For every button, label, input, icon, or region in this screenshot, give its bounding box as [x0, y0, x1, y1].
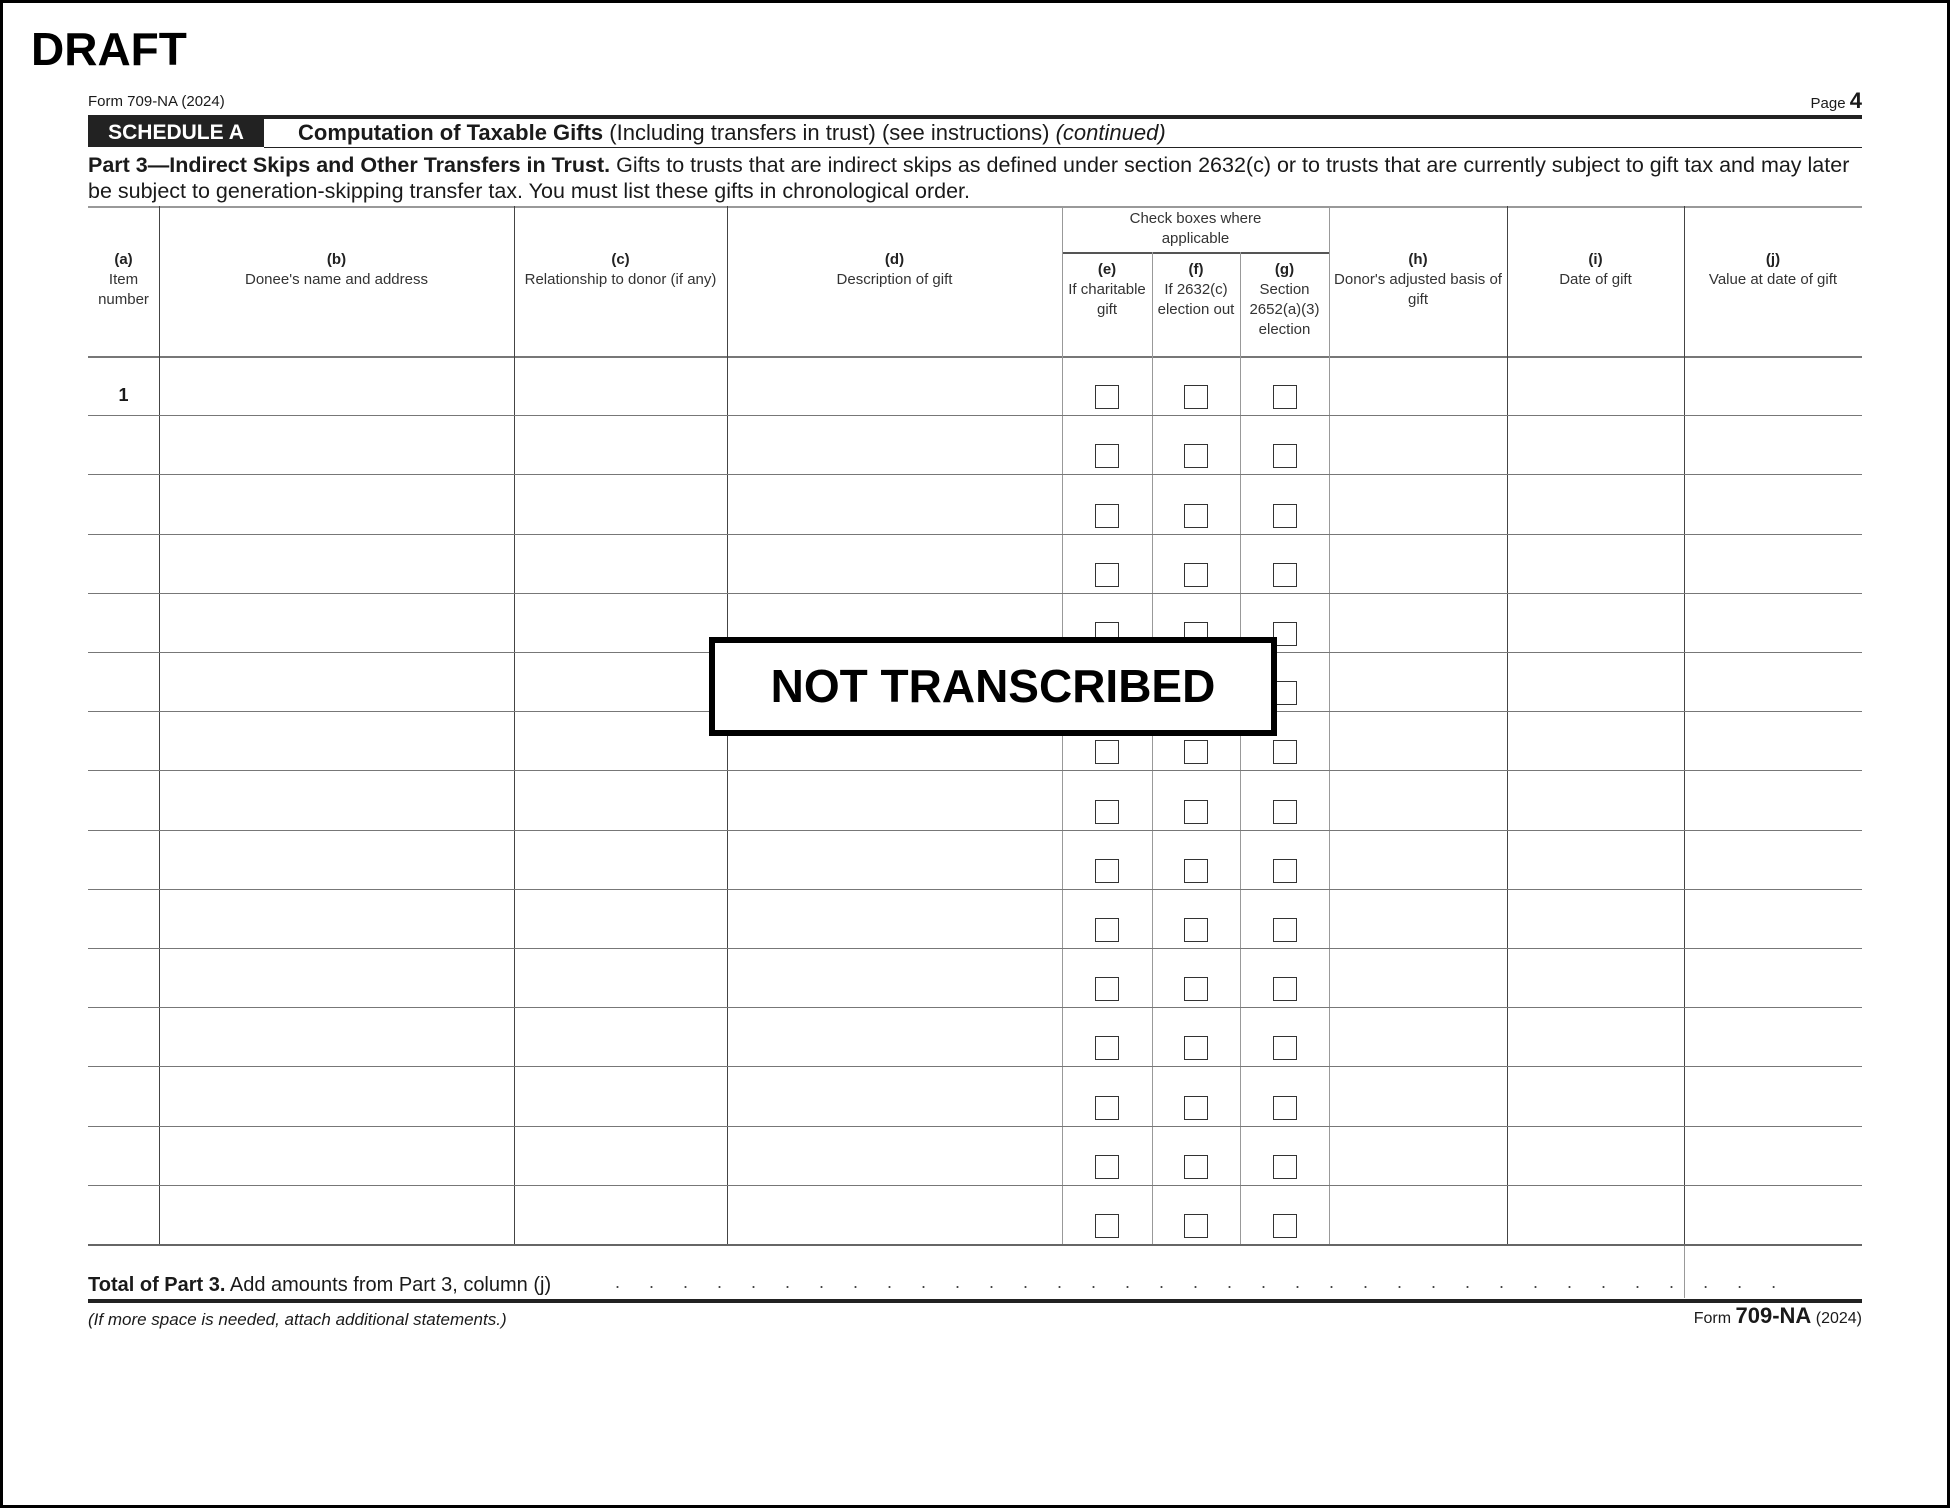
cell-c[interactable]: [516, 1009, 725, 1064]
cell-b[interactable]: [161, 713, 512, 768]
checkbox-g[interactable]: [1273, 977, 1297, 1001]
column-label: If 2632(c) election out: [1157, 281, 1235, 318]
column-letter: (e): [1097, 261, 1117, 278]
schedule-badge: SCHEDULE A: [88, 119, 264, 147]
column-letter: (h): [1408, 251, 1428, 268]
draft-watermark: DRAFT: [31, 23, 187, 75]
column-header-f: [1152, 260, 1240, 320]
cell-h[interactable]: [1331, 891, 1505, 946]
cell-h[interactable]: [1331, 950, 1505, 1005]
cell-d[interactable]: [729, 772, 1060, 827]
column-label: Value at date of gift: [1708, 271, 1838, 288]
cell-h[interactable]: [1331, 713, 1505, 768]
cell-h[interactable]: [1331, 595, 1505, 650]
checkbox-f[interactable]: [1184, 859, 1208, 883]
column-letter: (c): [611, 251, 630, 268]
column-divider: [1684, 206, 1685, 1244]
checkbox-e[interactable]: [1095, 504, 1119, 528]
checkbox-g[interactable]: [1273, 859, 1297, 883]
column-letter: (j): [1765, 251, 1781, 268]
cell-c[interactable]: [516, 832, 725, 887]
checkbox-e[interactable]: [1095, 385, 1119, 409]
column-letter: (b): [326, 251, 347, 268]
footer-year: (2024): [1815, 1310, 1862, 1327]
cell-i[interactable]: [1509, 832, 1682, 887]
column-header-j: [1684, 250, 1862, 290]
cell-i[interactable]: [1509, 476, 1682, 531]
column-label: Donor's adjusted basis of gift: [1334, 271, 1502, 308]
part3-title: Part 3—Indirect Skips and Other Transfers in Trust.: [88, 153, 611, 177]
cell-i[interactable]: [1509, 950, 1682, 1005]
row-divider: [88, 830, 1862, 831]
cell-j[interactable]: [1686, 950, 1860, 1005]
cell-j[interactable]: [1686, 1128, 1860, 1183]
page-label: Page: [1810, 95, 1846, 112]
checkbox-g[interactable]: [1273, 444, 1297, 468]
column-header-d: [727, 250, 1062, 290]
row-divider: [88, 474, 1862, 475]
cell-b[interactable]: [161, 772, 512, 827]
row-divider: [88, 1244, 1862, 1246]
cell-b[interactable]: [161, 595, 512, 650]
checkbox-e[interactable]: [1095, 977, 1119, 1001]
column-header-e: [1062, 260, 1152, 320]
checkbox-e[interactable]: [1095, 563, 1119, 587]
cell-j[interactable]: [1686, 1068, 1860, 1123]
top-rule: [88, 115, 1862, 119]
checkbox-e[interactable]: [1095, 444, 1119, 468]
checkbox-f[interactable]: [1184, 800, 1208, 824]
cell-d[interactable]: [729, 536, 1060, 591]
cell-d[interactable]: [729, 358, 1060, 413]
row-divider: [88, 1066, 1862, 1067]
cell-b[interactable]: [161, 832, 512, 887]
schedule-title: [298, 120, 1166, 146]
cell-d[interactable]: [729, 891, 1060, 946]
checkbox-f[interactable]: [1184, 504, 1208, 528]
cell-h[interactable]: [1331, 1009, 1505, 1064]
cell-i[interactable]: [1509, 1068, 1682, 1123]
cell-h[interactable]: [1331, 358, 1505, 413]
cell-i[interactable]: [1509, 1128, 1682, 1183]
cell-i[interactable]: [1509, 536, 1682, 591]
cell-i[interactable]: [1509, 1187, 1682, 1242]
schedule-rule: [264, 147, 1862, 148]
cell-j[interactable]: [1686, 1187, 1860, 1242]
column-label: If charitable gift: [1068, 281, 1146, 318]
cell-c[interactable]: [516, 536, 725, 591]
checkbox-f[interactable]: [1184, 1214, 1208, 1238]
checkbox-f[interactable]: [1184, 1155, 1208, 1179]
cell-i[interactable]: [1509, 891, 1682, 946]
column-letter: (f): [1188, 261, 1204, 278]
column-label: Date of gift: [1559, 271, 1632, 288]
column-letter: (g): [1274, 261, 1295, 278]
cell-b[interactable]: [161, 891, 512, 946]
cell-h[interactable]: [1331, 476, 1505, 531]
column-header-h: [1329, 250, 1507, 310]
checkbox-f[interactable]: [1184, 740, 1208, 764]
row-divider: [88, 889, 1862, 890]
column-label: Item number: [98, 271, 149, 308]
cell-b[interactable]: [161, 417, 512, 472]
cell-c[interactable]: [516, 417, 725, 472]
cell-d[interactable]: [729, 417, 1060, 472]
footer-form-number: 709-NA: [1735, 1303, 1812, 1328]
footer-note: (If more space is needed, attach additional statements.): [88, 1310, 507, 1329]
column-divider: [1152, 252, 1153, 1244]
row-divider: [88, 593, 1862, 594]
cell-h[interactable]: [1331, 832, 1505, 887]
row-divider: [88, 770, 1862, 771]
cell-b[interactable]: [161, 1187, 512, 1242]
cell-j[interactable]: [1686, 417, 1860, 472]
cell-d[interactable]: [729, 1128, 1060, 1183]
cell-c[interactable]: [516, 595, 725, 650]
cell-j[interactable]: [1686, 595, 1860, 650]
checkbox-g[interactable]: [1273, 563, 1297, 587]
checkbox-g[interactable]: [1273, 385, 1297, 409]
cell-i[interactable]: [1509, 654, 1682, 709]
cell-i[interactable]: [1509, 595, 1682, 650]
cell-j[interactable]: [1686, 772, 1860, 827]
checkbox-e[interactable]: [1095, 740, 1119, 764]
cell-c[interactable]: [516, 1128, 725, 1183]
cell-h[interactable]: [1331, 1068, 1505, 1123]
cell-c[interactable]: [516, 772, 725, 827]
cell-i[interactable]: [1509, 713, 1682, 768]
column-header-g: [1240, 260, 1329, 340]
check-group-header: Check boxes where applicable: [1129, 210, 1262, 247]
column-divider: [514, 206, 515, 1244]
total-value-field[interactable]: [1685, 1245, 1862, 1299]
checkbox-f[interactable]: [1184, 444, 1208, 468]
cell-d[interactable]: [729, 476, 1060, 531]
cell-d[interactable]: [729, 1009, 1060, 1064]
cell-h[interactable]: [1331, 1128, 1505, 1183]
total-title: Total of Part 3.: [88, 1274, 226, 1296]
cell-h[interactable]: [1331, 654, 1505, 709]
checkbox-g[interactable]: [1273, 1036, 1297, 1060]
part3-text: Gifts to trusts that are indirect skips as defined under section 2632(c) or to trusts that are currently subject to gift tax and may later be subject to generation-skipping transfer tax. You must list these gifts in chronological order.: [88, 153, 1850, 203]
row-divider: [88, 948, 1862, 949]
column-header-b: [159, 250, 514, 290]
column-header-a: [88, 250, 159, 310]
row-divider: [88, 415, 1862, 416]
checkbox-g[interactable]: [1273, 504, 1297, 528]
row-divider: [88, 1126, 1862, 1127]
column-divider: [1507, 206, 1508, 1244]
column-header-i: [1507, 250, 1684, 290]
checkbox-e[interactable]: [1095, 1036, 1119, 1060]
row-divider: [88, 1007, 1862, 1008]
cell-b[interactable]: [161, 1128, 512, 1183]
total-text: Add amounts from Part 3, column (j): [229, 1274, 552, 1296]
checkbox-e[interactable]: [1095, 1096, 1119, 1120]
row-divider: [88, 1185, 1862, 1186]
cell-j[interactable]: [1686, 891, 1860, 946]
checkbox-f[interactable]: [1184, 385, 1208, 409]
schedule-continued: (continued): [1055, 120, 1166, 145]
column-letter: (d): [884, 251, 905, 268]
cell-i[interactable]: [1509, 358, 1682, 413]
part3-intro: [88, 152, 1862, 204]
cell-h[interactable]: [1331, 772, 1505, 827]
cell-c[interactable]: [516, 891, 725, 946]
checkbox-e[interactable]: [1095, 859, 1119, 883]
checkbox-f[interactable]: [1184, 563, 1208, 587]
cell-h[interactable]: [1331, 1187, 1505, 1242]
cell-b[interactable]: [161, 1068, 512, 1123]
cell-b[interactable]: [161, 654, 512, 709]
cell-h[interactable]: [1331, 536, 1505, 591]
cell-b[interactable]: [161, 476, 512, 531]
cell-d[interactable]: [729, 832, 1060, 887]
footer-form: [1694, 1303, 1862, 1329]
schedule-subtitle: (Including transfers in trust) (see instructions): [609, 120, 1050, 145]
cell-c[interactable]: [516, 950, 725, 1005]
cell-d[interactable]: [729, 1068, 1060, 1123]
cell-c[interactable]: [516, 476, 725, 531]
item-number: 1: [118, 385, 129, 406]
cell-j[interactable]: [1686, 1009, 1860, 1064]
cell-c[interactable]: [516, 713, 725, 768]
cell-c[interactable]: [516, 358, 725, 413]
check-group-rule: [1062, 252, 1329, 254]
checkbox-f[interactable]: [1184, 977, 1208, 1001]
column-divider: [1240, 252, 1241, 1244]
cell-j[interactable]: [1686, 832, 1860, 887]
column-letter: (a): [114, 251, 133, 268]
cell-j[interactable]: [1686, 476, 1860, 531]
footer-form-prefix: Form: [1693, 1310, 1732, 1327]
cell-j[interactable]: [1686, 713, 1860, 768]
column-label: Relationship to donor (if any): [524, 271, 717, 288]
cell-i[interactable]: [1509, 1009, 1682, 1064]
column-label: Description of gift: [836, 271, 953, 288]
cell-d[interactable]: [729, 1187, 1060, 1242]
cell-b[interactable]: [161, 1009, 512, 1064]
checkbox-g[interactable]: [1273, 740, 1297, 764]
column-header-c: [514, 250, 727, 290]
total-label: [88, 1274, 551, 1297]
cell-b[interactable]: [161, 536, 512, 591]
column-label: Donee's name and address: [245, 271, 428, 288]
schedule-title-main: Computation of Taxable Gifts: [298, 120, 604, 145]
checkbox-e[interactable]: [1095, 1214, 1119, 1238]
column-divider: [159, 206, 160, 1244]
checkbox-f[interactable]: [1184, 1096, 1208, 1120]
checkbox-f[interactable]: [1184, 1036, 1208, 1060]
checkbox-g[interactable]: [1273, 918, 1297, 942]
checkbox-g[interactable]: [1273, 1096, 1297, 1120]
leader-dots: . . . . . . . . . . . . . . . . . . . . . . . . . . . . . . . . . . .: [615, 1272, 1789, 1292]
cell-b[interactable]: [161, 950, 512, 1005]
checkbox-g[interactable]: [1273, 800, 1297, 824]
column-label: Section 2652(a)(3) election: [1249, 281, 1320, 338]
not-transcribed-overlay: NOT TRANSCRIBED: [709, 637, 1277, 736]
row-divider: [88, 534, 1862, 535]
cell-j[interactable]: [1686, 358, 1860, 413]
table-top-rule: [88, 206, 1862, 208]
page-number: [1811, 88, 1862, 114]
cell-c[interactable]: [516, 654, 725, 709]
form-label: Form 709-NA (2024): [88, 93, 225, 110]
checkbox-g[interactable]: [1273, 1155, 1297, 1179]
cell-d[interactable]: [729, 950, 1060, 1005]
checkbox-g[interactable]: [1273, 1214, 1297, 1238]
checkbox-e[interactable]: [1095, 918, 1119, 942]
cell-j[interactable]: [1686, 654, 1860, 709]
cell-h[interactable]: [1331, 417, 1505, 472]
checkbox-e[interactable]: [1095, 1155, 1119, 1179]
column-letter: (i): [1588, 251, 1603, 268]
bottom-rule: [88, 1299, 1862, 1303]
cell-i[interactable]: [1509, 417, 1682, 472]
column-divider: [1329, 206, 1330, 1244]
checkbox-f[interactable]: [1184, 918, 1208, 942]
cell-j[interactable]: [1686, 536, 1860, 591]
cell-c[interactable]: [516, 1068, 725, 1123]
page-number-value: 4: [1849, 88, 1862, 113]
cell-b[interactable]: [161, 358, 512, 413]
checkbox-e[interactable]: [1095, 800, 1119, 824]
cell-c[interactable]: [516, 1187, 725, 1242]
cell-i[interactable]: [1509, 772, 1682, 827]
